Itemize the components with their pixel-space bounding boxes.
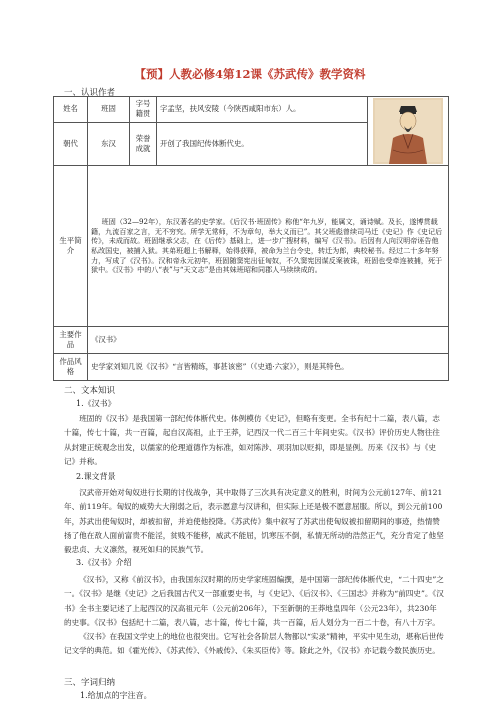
subheading-hanshu: 1.《汉书》 bbox=[76, 399, 116, 408]
paragraph-hanshu: 班固的《汉书》是我国第一部纪传体断代史。体例模仿《史记》，但略有变更。全书有纪十二篇，表八篇，志十篇，传七十篇，共一百篇，起自汉高祖，止于王莽，记西汉一代二百三十年间史实。《汉书》评价历史人物往往从封建正统观念出发，以儒家的伦理道德作为标准，如对陈涉、项羽加以贬抑，即是显例。历来《汉书》与《史记》并称。 bbox=[64, 414, 440, 466]
section-heading-author: 一、认识作者 bbox=[64, 88, 116, 98]
bio-text: 班固（32—92年），东汉著名的史学家。《后汉书·班固传》称他“年九岁，能属文，诵诗赋。及长，遂博贯载籍，九流百家之言，无不穷究。所学无常师，不为章句，举大义而已”。其父班彪曾续司马迁《史记》作《史记后传》，未成而故。班固继承父志，在《后传》基础上，进一步广搜材料，编写《汉书》。后因有人向汉明帝诬告他私改国史，被捕入狱。其弟班超上书解释，始得获释，被命为兰台令史，转迁为郎，典校秘书。经过二十多年努力，写成了《汉书》。汉和帝永元初年，班固随窦宪出征匈奴，不久窦宪因谋反案被诛，班固也受牵连被捕，死于狱中。《汉书》中的八“表”与“天文志”是由其妹班昭和同郡人马续续成的。 bbox=[88, 166, 449, 327]
works-value: 《汉书》 bbox=[88, 327, 449, 354]
honor-label: 荣誉成就 bbox=[130, 122, 157, 165]
paragraph-background: 汉武帝开始对匈奴进行长期的讨伐战争，其中取得了三次具有决定意义的胜利，时间为公元前127年、前121年、前119年。匈奴的威势大大削弱之后，表示愿意与汉讲和，但实际上还是极不愿意屈服。所以，到公元前100年，苏武出使匈奴时，却被扣留，并迫使他投降。《苏武传》集中叙写了苏武出使匈奴被扣留期间的事迹，热情赞扬了他在敌人面前富贵不能淫，贫贱不能移，威武不能屈，饥寒压不倒，私情无所动的浩然正气，充分肯定了他坚毅忠贞、大义凛然，视死如归的民族气节。 bbox=[64, 488, 444, 555]
document-title: 【预】人教必修4第12课《苏武传》教学资料 bbox=[134, 67, 366, 81]
section-heading-text: 二、文本知识 bbox=[64, 386, 116, 396]
portrait-cell bbox=[368, 97, 449, 166]
subheading-hanshu-intro: 3.《汉书》介绍 bbox=[76, 558, 132, 567]
style-label: 作品风格 bbox=[54, 354, 88, 381]
bio-label: 生平简介 bbox=[54, 166, 88, 327]
zi-label: 字号籍贯 bbox=[130, 97, 157, 123]
author-info-table bbox=[53, 96, 449, 381]
paragraph-hanshu-intro: 《汉书》，又称《前汉书》，由我国东汉时期的历史学家班固编撰，是中国第一部纪传体断代史，“二十四史”之一。《汉书》是继《史记》之后我国古代又一部重要史书，与《史记》、《后汉书》、《三国志》并称为“前四史”。《汉书》全书主要记述了上起西汉的汉高祖元年（公元前206年），下至新朝的王莽地皇四年（公元23年），共230年的史事。《汉书》包括纪十二篇，表八篇，志十篇，传七十篇，共一百篇，后人划分为一百二十卷，有八十万字。 《汉书》在我国文学史上的地位也很突出。它写社会各阶层人物都以“实录”精神，平实中见生动，堪称后世传记文学的典范。如《霍光传》、《苏武传》、《外戚传》、《朱买臣传》等。除此之外，《汉书》亦记载今数民族历史。 bbox=[64, 575, 444, 656]
dynasty-value: 东汉 bbox=[88, 122, 130, 165]
name-value: 班固 bbox=[88, 97, 130, 123]
honor-value: 开创了我国纪传体断代史。 bbox=[157, 122, 368, 165]
subheading-background: 2.课文背景 bbox=[76, 472, 116, 481]
exercise-item-1: 1.给加点的字注音。 bbox=[80, 691, 152, 700]
zi-value: 字孟坚，扶风安陵（今陕西咸阳市东）人。 bbox=[157, 97, 368, 123]
section-heading-words: 三、字词归纳 bbox=[64, 678, 116, 688]
name-label: 姓名 bbox=[54, 97, 88, 123]
ban-gu-portrait-image bbox=[373, 98, 443, 164]
works-label: 主要作品 bbox=[54, 327, 88, 354]
style-value: 史学家刘知几说《汉书》“言皆精练，事甚该密”（《史通·六家》），则是其特色。 bbox=[88, 354, 449, 381]
dynasty-label: 朝代 bbox=[54, 122, 88, 165]
